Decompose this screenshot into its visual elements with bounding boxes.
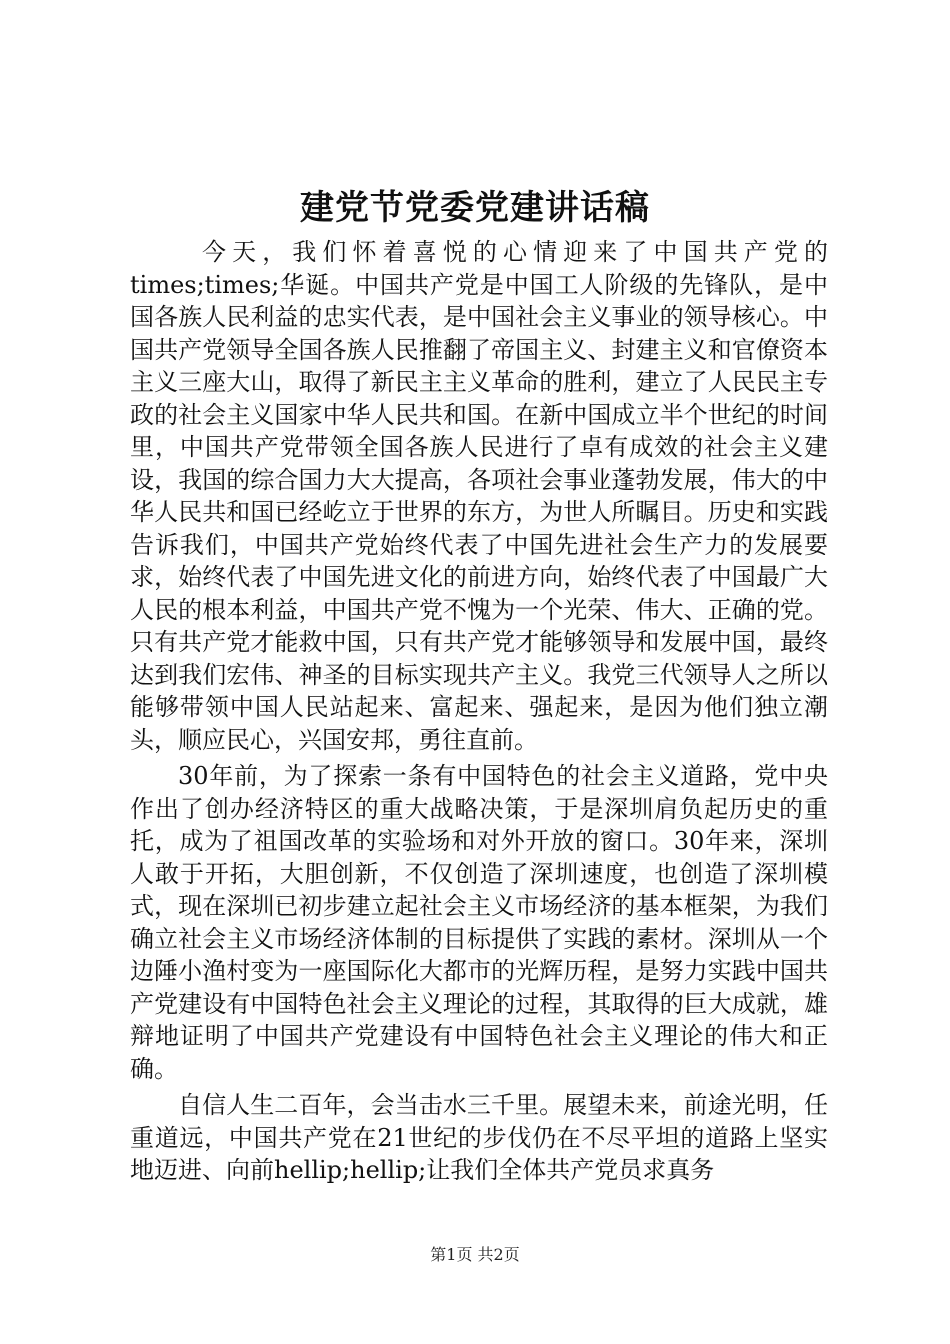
paragraph-2: 30年前，为了探索一条有中国特色的社会主义道路，党中央作出了创办经济特区的重大战略决策，于是深圳肩负起历史的重托，成为了祖国改革的实验场和对外开放的窗口。30年来，深圳人敢于开拓，大胆创新，不仅创造了深圳速度，也创造了深圳模式，现在深圳已初步建立起社会主义市场经济的基本框架，为我们确立社会主义市场经济体制的目标提供了实践的素材。深圳从一个边陲小渔村变为一座国际化大都市的光辉历程，是努力实践中国共产党建设有中国特色社会主义理论的过程，其取得的巨大成就，雄辩地证明了中国共产党建设有中国特色社会主义理论的伟大和正确。 bbox=[130, 762, 828, 1083]
document-body bbox=[130, 236, 828, 1187]
page-number-footer: 第1页 共2页 bbox=[430, 1245, 520, 1264]
paragraph-3: 自信人生二百年，会当击水三千里。展望未来，前途光明，任重道远，中国共产党在21世纪的步伐仍在不尽平坦的道路上坚实地迈进、向前hellip;hellip;让我们全体共产党员求真务 bbox=[130, 1091, 828, 1184]
paragraph-1: 今天，我们怀着喜悦的心情迎来了中国共产党的times;times;华诞。中国共产党是中国工人阶级的先锋队，是中国各族人民利益的忠实代表，是中国社会主义事业的领导核心。中国共产党领导全国各族人民推翻了帝国主义、封建主义和官僚资本主义三座大山，取得了新民主主义革命的胜利，建立了人民民主专政的社会主义国家中华人民共和国。在新中国成立半个世纪的时间里，中国共产党带领全国各族人民进行了卓有成效的社会主义建设，我国的综合国力大大提高，各项社会事业蓬勃发展，伟大的中华人民共和国已经屹立于世界的东方，为世人所瞩目。历史和实践告诉我们，中国共产党始终代表了中国先进社会生产力的发展要求，始终代表了中国先进文化的前进方向，始终代表了中国最广大人民的根本利益，中国共产党不愧为一个光荣、伟大、正确的党。只有共产党才能救中国，只有共产党才能够领导和发展中国，最终达到我们宏伟、神圣的目标实现共产主义。我党三代领导人之所以能够带领中国人民站起来、富起来、强起来，是因为他们独立潮头，顺应民心，兴国安邦，勇往直前。 bbox=[130, 238, 828, 754]
document-title: 建党节党委党建讲话稿 bbox=[300, 188, 650, 228]
